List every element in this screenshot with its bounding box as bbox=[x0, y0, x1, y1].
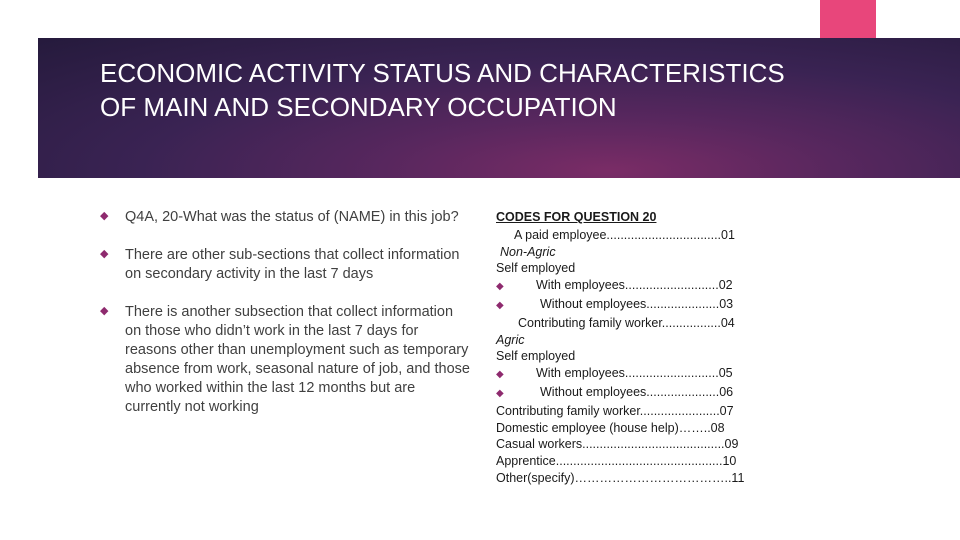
code-line bbox=[496, 384, 816, 403]
code-line: Apprentice................................................10 bbox=[496, 454, 737, 469]
diamond-bullet-icon: ◆ bbox=[100, 305, 109, 317]
code-text: Without employees.....................03 bbox=[540, 296, 734, 311]
code-line: A paid employee.................................01 bbox=[514, 227, 735, 242]
bullet-list bbox=[100, 208, 470, 436]
slide-title: ECONOMIC ACTIVITY STATUS AND CHARACTERISTICS OF MAIN AND SECONDARY OCCUPATION bbox=[100, 58, 785, 122]
bullet-item bbox=[100, 246, 470, 284]
diamond-bullet-icon: ◆ bbox=[100, 210, 109, 222]
bullet-item bbox=[100, 208, 470, 227]
diamond-bullet-icon: ◆ bbox=[496, 369, 504, 381]
code-line: Self employed bbox=[496, 261, 576, 276]
code-line bbox=[496, 277, 816, 296]
codes-heading: CODES FOR QUESTION 20 bbox=[496, 210, 657, 224]
code-line bbox=[496, 365, 816, 384]
code-line: Other(specify)………………………………..11 bbox=[496, 470, 745, 485]
code-text: Without employees.....................06 bbox=[540, 384, 734, 399]
diamond-bullet-icon: ◆ bbox=[496, 299, 504, 311]
bullet-item bbox=[100, 303, 470, 417]
code-line: Contributing family worker.................04 bbox=[518, 315, 735, 330]
diamond-bullet-icon: ◆ bbox=[496, 281, 504, 293]
bullet-text: There is another subsection that collect information on those who didn’t work in the last 7 days for reasons other than unemployment such as temporary absence from work, seasonal nature of job, and those who worked within the last 12 months but are currently not working bbox=[125, 304, 470, 415]
code-line: Contributing family worker.......................07 bbox=[496, 403, 734, 418]
code-category: Agric bbox=[496, 332, 525, 347]
code-text: With employees...........................05 bbox=[536, 366, 733, 381]
code-line bbox=[496, 296, 816, 315]
code-line: Self employed bbox=[496, 349, 576, 364]
bullet-text: Q4A, 20-What was the status of (NAME) in this job? bbox=[125, 209, 459, 225]
code-line: Domestic employee (house help)……..08 bbox=[496, 420, 725, 435]
diamond-bullet-icon: ◆ bbox=[496, 387, 504, 399]
code-line: Casual workers.........................................09 bbox=[496, 437, 739, 452]
codes-panel bbox=[496, 209, 816, 487]
diamond-bullet-icon: ◆ bbox=[100, 248, 109, 260]
code-text: With employees...........................02 bbox=[536, 278, 733, 293]
code-category: Non-Agric bbox=[500, 244, 556, 259]
bullet-text: There are other sub-sections that collect information on secondary activity in the last 7 days bbox=[125, 247, 460, 282]
